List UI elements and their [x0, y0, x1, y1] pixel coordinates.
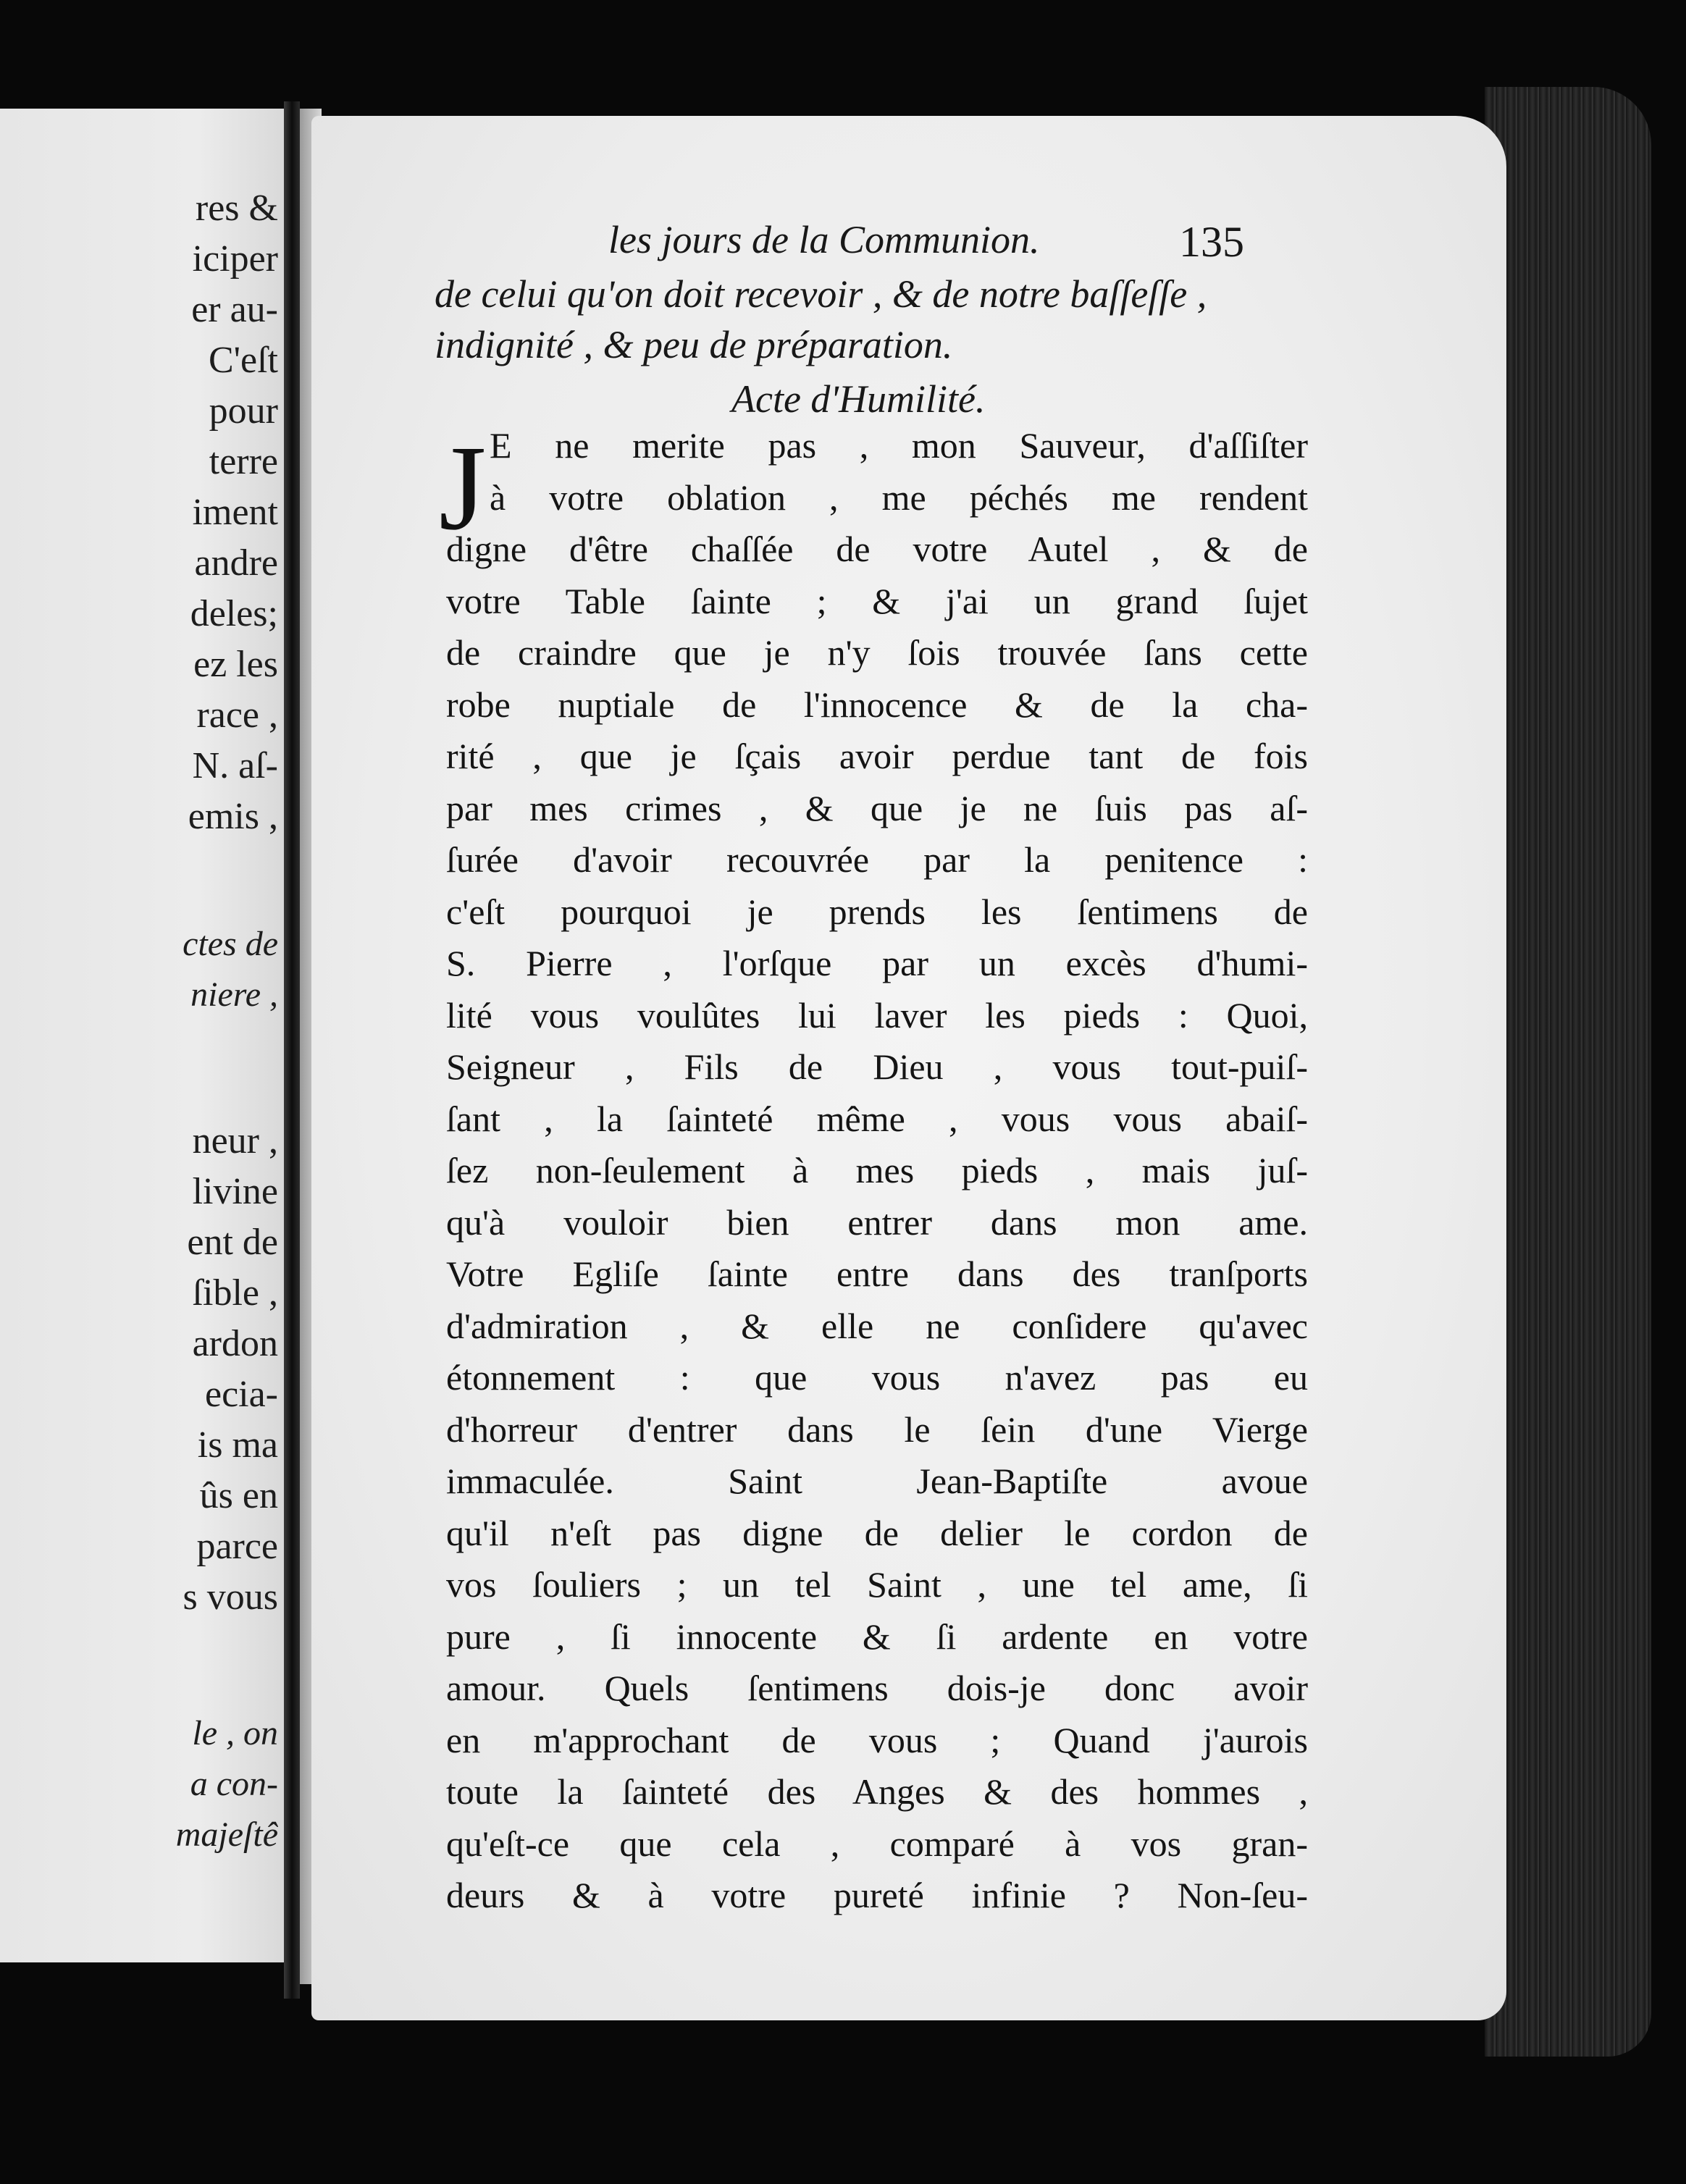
page-edges [1485, 87, 1651, 2057]
body-line: qu'il n'eſt pas digne de delier le cordon de [446, 1512, 1308, 1553]
body-line: rité , que je ſçais avoir perdue tant de fois [446, 736, 1308, 776]
body-line: de craindre que je n'y ſois trouvée ſans cette [446, 632, 1308, 673]
intro-line: indignité , & peu de préparation. [435, 323, 953, 366]
left-page-line: iment [192, 492, 278, 533]
left-page-line: s vous [183, 1576, 278, 1618]
left-page-line: iciper [192, 238, 278, 280]
body-line: lité vous voulûtes lui laver les pieds : Quoi, [446, 994, 1308, 1036]
left-page-line: livine [192, 1171, 278, 1212]
section-title: Acte d'Humilité. [731, 377, 986, 421]
body-line: c'eſt pourquoi je prends les ſentimens de [446, 891, 1308, 932]
body-line: immaculée. Saint Jean-Baptiſte avoue [446, 1461, 1308, 1501]
body-line: ſurée d'avoir recouvrée par la penitence : [446, 839, 1308, 880]
left-page-line: le , on [192, 1714, 278, 1752]
body-line: qu'à vouloir bien entrer dans mon ame. [446, 1201, 1308, 1243]
drop-cap: J [439, 421, 487, 555]
body-line: toute la ſainteté des Anges & des hommes , [446, 1771, 1308, 1812]
body-line: par mes crimes , & que je ne ſuis pas aſ- [446, 787, 1308, 828]
left-page-line: N. aſ- [192, 745, 278, 786]
body-line: ſez non-ſeulement à mes pieds , mais juſ- [446, 1150, 1308, 1190]
left-page-line: neur , [192, 1120, 278, 1162]
body-line: pure , ſi innocente & ſi ardente en votre [446, 1616, 1308, 1657]
left-page-line: C'eſt [208, 340, 278, 381]
body-line: qu'eſt-ce que cela , comparé à vos gran- [446, 1823, 1308, 1864]
left-page-line: parce [196, 1526, 278, 1567]
left-page-line: ardon [192, 1323, 278, 1364]
left-page-line: a con- [190, 1765, 278, 1803]
body-line: E ne merite pas , mon Sauveur, d'aſſiſter [490, 425, 1308, 466]
body-line: vos ſouliers ; un tel Saint , une tel ame, ſi [446, 1564, 1308, 1605]
left-page-line: ûs en [199, 1475, 278, 1516]
left-page-line: emis , [188, 796, 278, 837]
left-page-line: niere , [190, 975, 278, 1014]
left-page-line: race , [196, 694, 278, 736]
body-line: en m'approchant de vous ; Quand j'aurois [446, 1719, 1308, 1760]
left-page-line: ez les [193, 644, 278, 685]
body-line: à votre oblation , me péchés me rendent [490, 476, 1308, 518]
body-line: deurs & à votre pureté infinie ? Non-ſeu- [446, 1875, 1308, 1915]
left-page-line: deles; [190, 593, 278, 634]
left-page-line: res & [195, 188, 278, 229]
left-page-line: ecia- [204, 1374, 278, 1415]
body-line: amour. Quels ſentimens dois-je donc avoir [446, 1668, 1308, 1708]
page-number: 135 [1179, 218, 1244, 266]
body-line: Seigneur , Fils de Dieu , vous tout-puiſ- [446, 1046, 1308, 1087]
left-page-line: er au- [191, 289, 278, 330]
intro-line: de celui qu'on doit recevoir , & de notre baſſeſſe , [435, 272, 1207, 316]
body-line: étonnement : que vous n'avez pas eu [446, 1357, 1308, 1398]
facing-page-left [0, 109, 284, 1962]
left-page-line: pour [209, 390, 278, 432]
left-page-line: is ma [197, 1424, 278, 1466]
running-head: les jours de la Communion. [608, 218, 1040, 261]
body-line: robe nuptiale de l'innocence & de la cha- [446, 684, 1308, 725]
left-page-line: ent de [187, 1222, 278, 1263]
left-page-line: terre [209, 441, 278, 482]
body-line: ſant , la ſainteté même , vous vous abaiſ- [446, 1098, 1308, 1139]
body-line: Votre Egliſe ſainte entre dans des tranſports [446, 1253, 1308, 1294]
left-page-line: majeſtê [175, 1815, 278, 1854]
body-line: d'horreur d'entrer dans le ſein d'une Vierge [446, 1408, 1308, 1450]
book-gutter [284, 101, 300, 1999]
left-page-line: ctes de [183, 925, 278, 963]
left-page-line: andre [194, 542, 278, 584]
body-line: d'admiration , & elle ne conſidere qu'avec [446, 1305, 1308, 1346]
left-page-line: ſible , [192, 1272, 278, 1314]
body-line: digne d'être chaſſée de votre Autel , & de [446, 529, 1308, 569]
body-line: votre Table ſainte ; & j'ai un grand ſujet [446, 580, 1308, 621]
body-line: S. Pierre , l'orſque par un excès d'humi- [446, 943, 1308, 983]
